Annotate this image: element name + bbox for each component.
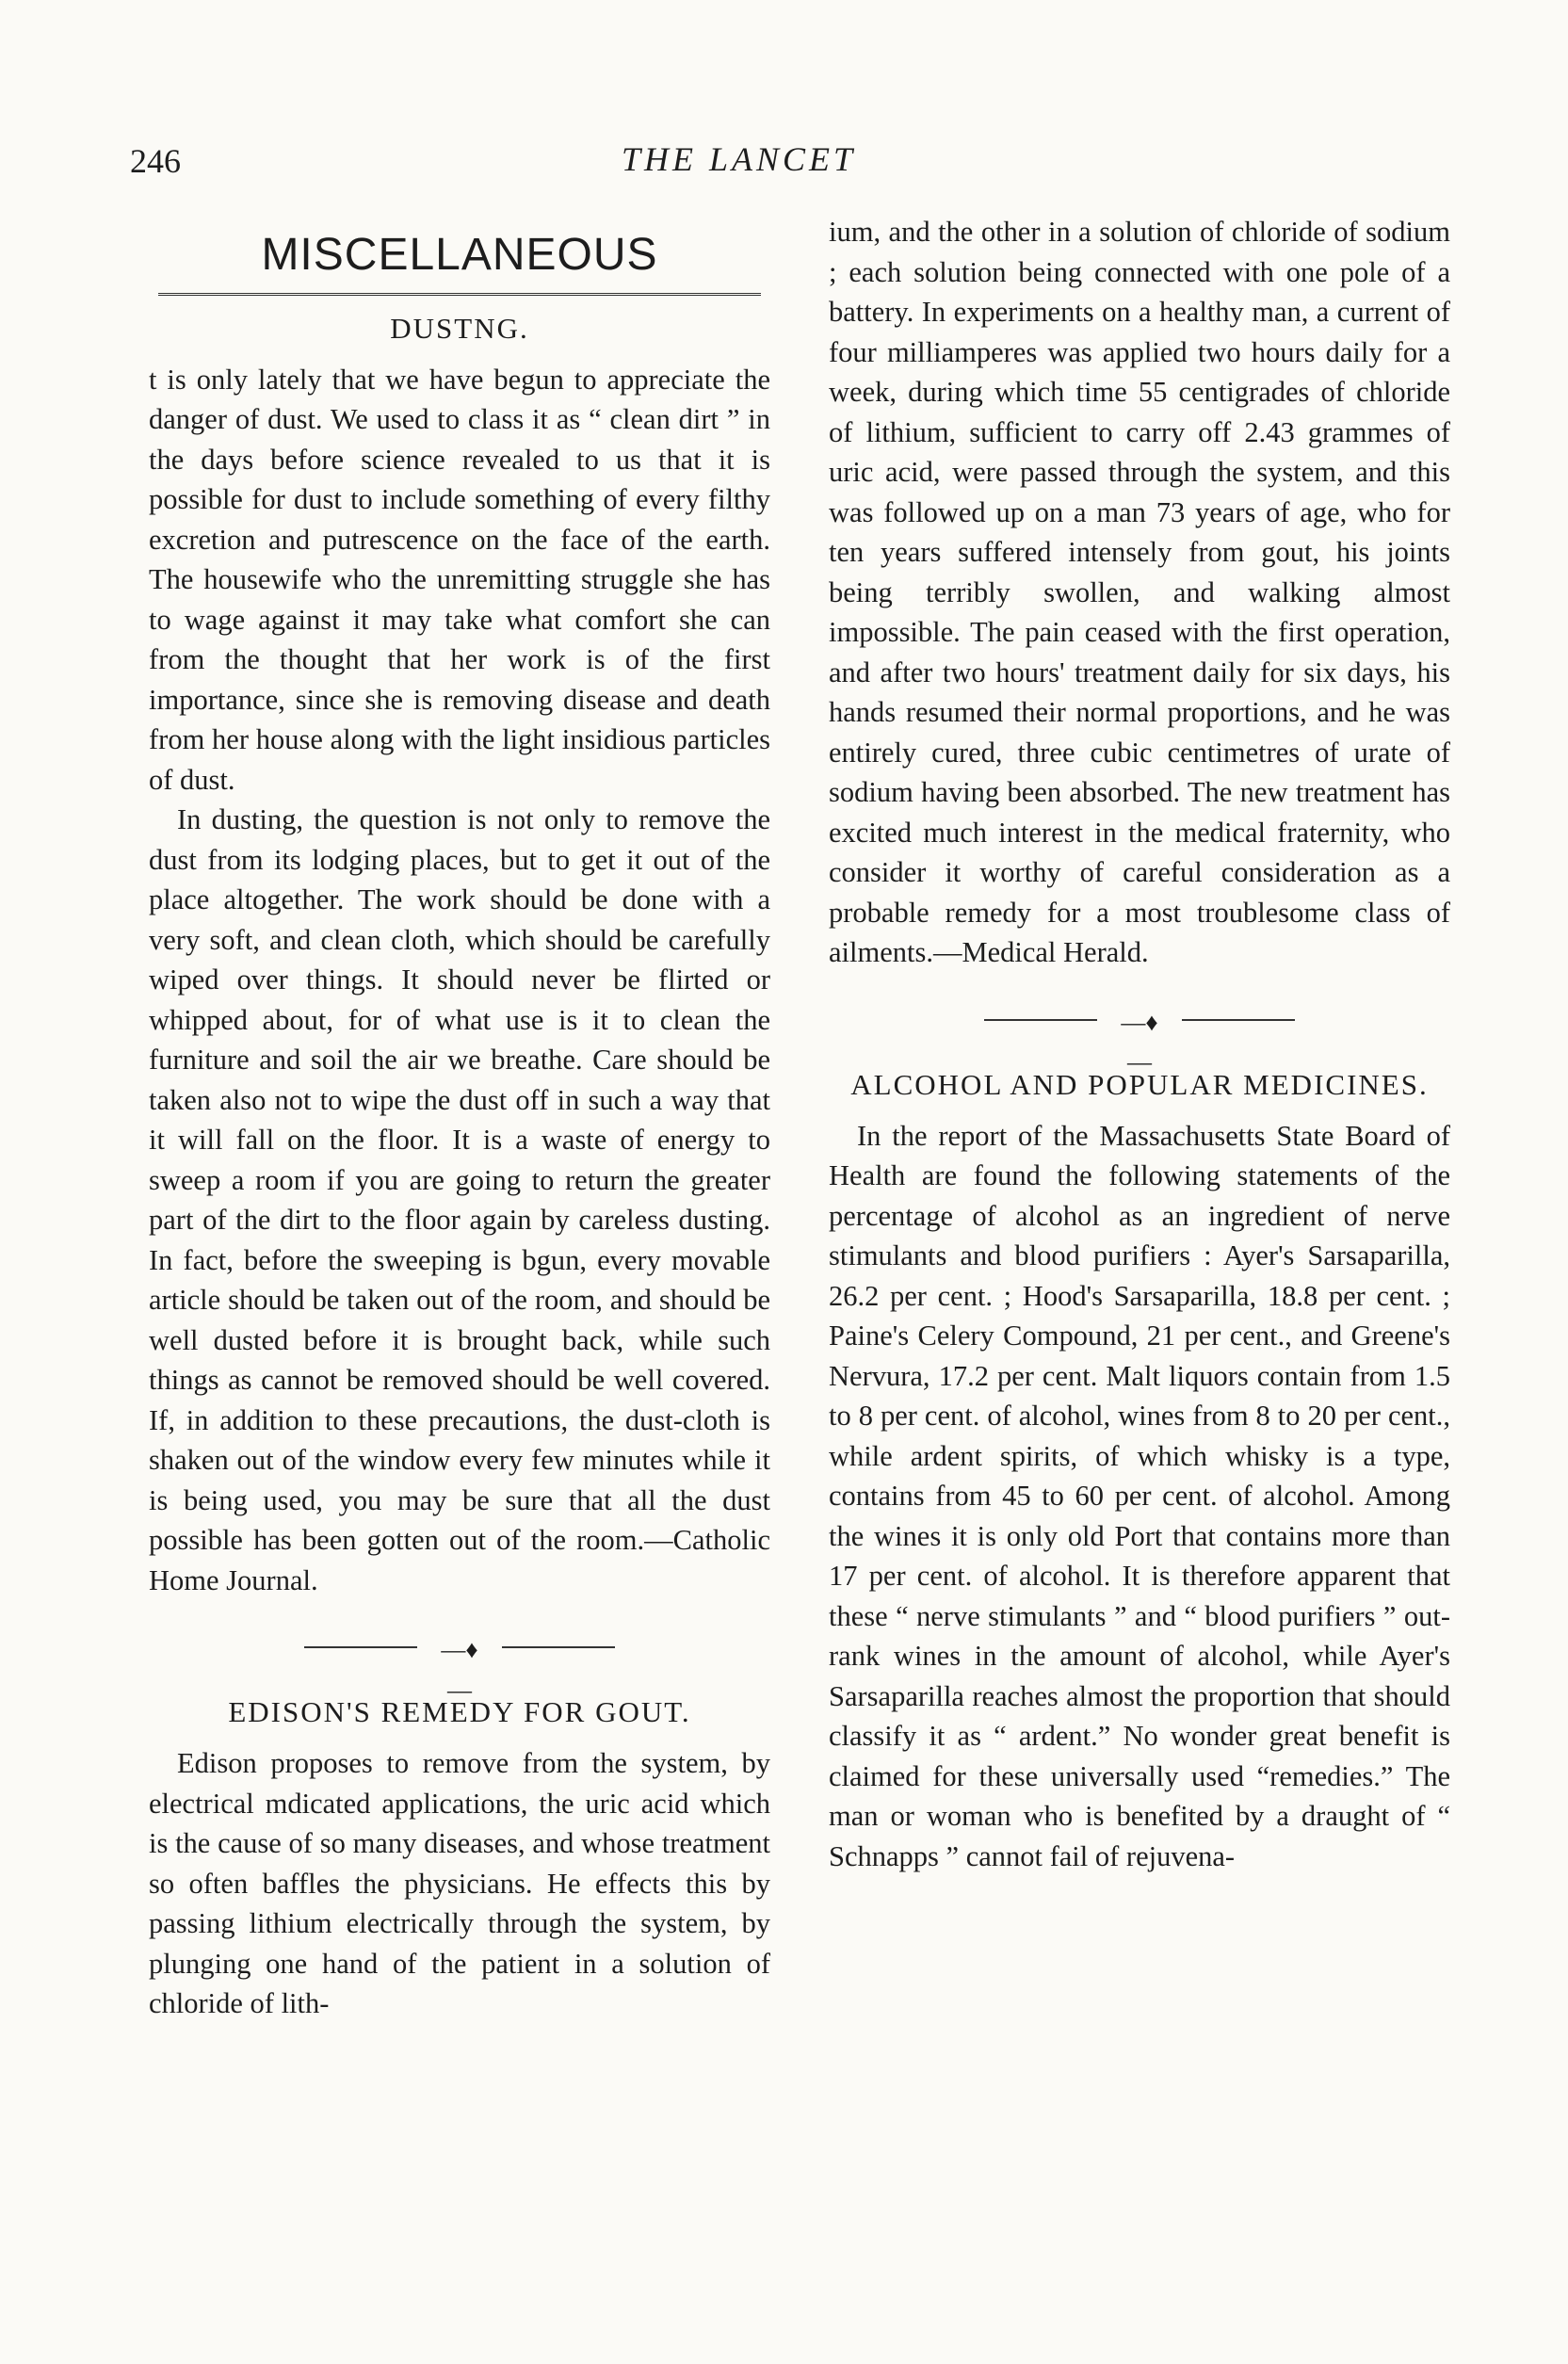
left-column	[149, 212, 770, 2024]
ornamental-divider	[984, 1001, 1295, 1076]
ornamental-divider	[304, 1628, 615, 1704]
article-paragraph: In the report of the Massachusetts State Board of Health are found the following statements of the percentage of alcohol as an ingredient of nerve stimulants and blood purifiers : Ayer's Sarsaparilla, 26.2 per cent. ; Hood's Sarsaparilla, 18.8 per cent. ; Paine's Celery Compound, 21 per cent., and Greene's Nervura, 17.2 per cent. Malt liquors contain from 1.5 to 8 per cent. of alcohol, wines from 8 to 20 per cent., while ardent spirits, of which whisky is a type, contains from 45 to 60 per cent. of alcohol. Among the wines it is only old Port that contains more than 17 per cent. of alcohol. It is therefore apparent that these “ nerve stimulants ” and “ blood purifiers ” out-rank wines in the amount of alcohol, while Ayer's Sarsaparilla reaches almost the proportion that should classify it as “ ardent.” No wonder great benefit is claimed for these universally used “remedies.” The man or woman who is benefited by a draught of “ Schnapps ” cannot fail of rejuvena-	[829, 1119, 1450, 1872]
article-paragraph: In dusting, the question is not only to remove the dust from its lodging places, but to get it out of the place altogether. The work should be done with a very soft, and clean cloth, which should be carefully wiped over things. It should never be flirted or whipped about, for of what use is it to clean the furniture and soil the air we breathe. Care should be taken also not to wipe the dust off in such a way that it will fall on the floor. It is a waste of energy to sweep a room if you are going to return the greater part of the dirt to the floor again by careless dusting. In fact, before the sweeping is bgun, every movable article should be taken out of the room, and should be well dusted before it is brought back, while such things as cannot be removed should be well covered. If, in addition to these precautions, the dust-cloth is shaken out of the window every few minutes while it is being used, you may be sure that all the dust possible has been gotten out of the room.—Catholic Home Journal.	[149, 803, 770, 1596]
article-headline-edison: EDISON'S REMEDY FOR GOUT.	[228, 1695, 691, 1728]
title-rule	[158, 293, 761, 296]
article-paragraph: t is only lately that we have begun to appreciate the danger of dust. We used to class it as “ clean dirt ” in the days before science revealed to us that it is possible for dust to include something of every filthy excretion and putrescence on the face of the earth. The housewife who the unremitting struggle she has to wage against it may take what comfort she can from the thought that her work is of the first importance, since she is removing disease and death from her house along with the light insidious particles of dust.	[149, 363, 770, 796]
article-headline-dusting: DUSTNG.	[390, 311, 529, 345]
article-continuation: ium, and the other in a solution of chloride of sodium ; each solution being connected with one pole of a battery. In experiments on a healthy man, a current of four milliamperes was applied two hours daily for a week, during which time 55 centigrades of chloride of lithium, sufficient to carry off 2.43 grammes of uric acid, were passed through the system, and this was followed up on a man 73 years of age, who for ten years suffered intensely from gout, his joints being terribly swollen, and walking almost impossible. The pain ceased with the first operation, and after two hours' treatment daily for six days, his hands resumed their normal proportions, and he was entirely cured, three cubic centimetres of urate of sodium having been absorbed. The new treatment has excited much interest in the medical fraternity, who consider it worthy of careful consideration as a probable remedy for a most troublesome class of ailments.—Medical Herald.	[829, 216, 1450, 968]
section-title: MISCELLANEOUS	[261, 230, 658, 280]
running-head: THE LANCET	[622, 140, 857, 178]
divider-ornament: —♦—	[1121, 1008, 1158, 1076]
article-headline-alcohol: ALCOHOL AND POPULAR MEDICINES.	[850, 1067, 1429, 1101]
divider-ornament: —♦—	[441, 1636, 478, 1704]
right-column	[829, 212, 1450, 1876]
article-paragraph: Edison proposes to remove from the system, by electrical mdicated applications, the uric acid which is the cause of so many diseases, and whose treatment so often baffles the physicians. He effects this by passing lithium electrically through the system, by plunging one hand of the patient in a solution of chloride of lith-	[149, 1747, 770, 2019]
page-number: 246	[130, 142, 181, 180]
